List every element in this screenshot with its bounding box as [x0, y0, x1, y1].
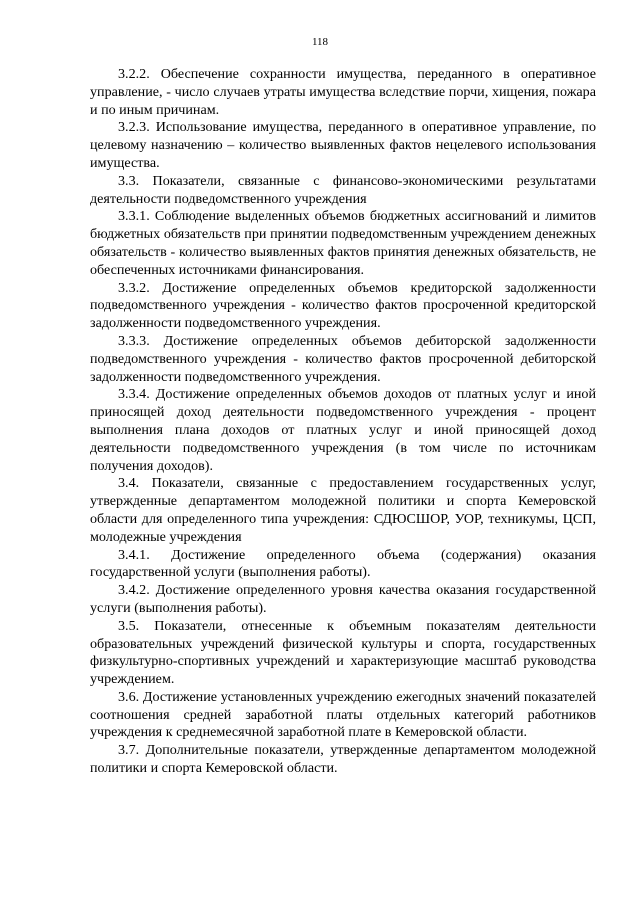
- document-body: [90, 66, 596, 778]
- paragraph-3-3-1: 3.3.1. Соблюдение выделенных объемов бюджетных ассигнований и лимитов бюджетных обязательств при принятии подведомственным учреждением денежных обязательств - количество выявленных фактов принятия денежных обязательств, не обеспеченных источниками финансирования.: [90, 208, 596, 278]
- paragraph-3-2-2: 3.2.2. Обеспечение сохранности имущества, переданного в оперативное управление, - число случаев утраты имущества вследствие порчи, хищения, пожара и по иным причинам.: [90, 66, 596, 118]
- paragraph-3-3-4: 3.3.4. Достижение определенных объемов доходов от платных услуг и иной приносящей доход деятельности подведомственного учреждения - процент выполнения плана доходов от платных услуг и иной приносящей доход деятельности подведомственного учреждения (в том числе по источникам получения доходов).: [90, 386, 596, 474]
- paragraph-3-4-1: 3.4.1. Достижение определенного объема (содержания) оказания государственной услуги (выполнения работы).: [90, 546, 596, 581]
- paragraph-3-6: 3.6. Достижение установленных учреждению ежегодных значений показателей соотношения средней заработной платы отдельных категорий работников учреждения к среднемесячной заработной плате в Кемеровской области.: [90, 688, 596, 741]
- paragraph-3-5: 3.5. Показатели, отнесенные к объемным показателям деятельности образовательных учреждений физической культуры и спорта, государственных физкультурно-спортивных учреждений и характеризующие масштаб руководства учреждением.: [90, 617, 596, 688]
- paragraph-3-3-2: 3.3.2. Достижение определенных объемов кредиторской задолженности подведомственного учреждения - количество фактов просроченной кредиторской задолженности подведомственного учреждения.: [90, 279, 596, 332]
- paragraph-3-4-2: 3.4.2. Достижение определенного уровня качества оказания государственной услуги (выполнения работы).: [90, 582, 596, 616]
- paragraph-3-7: 3.7. Дополнительные показатели, утвержденные департаментом молодежной политики и спорта Кемеровской области.: [90, 742, 596, 777]
- paragraph-3-3: 3.3. Показатели, связанные с финансово-экономическими результатами деятельности подведомственного учреждения: [90, 172, 596, 207]
- paragraph-3-4: 3.4. Показатели, связанные с предоставлением государственных услуг, утвержденные департаментом молодежной политики и спорта Кемеровской области для определенного типа учреждения: СДЮСШОР, УОР, техникумы, ЦСП, молодежные учреждения: [90, 475, 596, 545]
- paragraph-3-2-3: 3.2.3. Использование имущества, переданного в оперативное управление, по целевому назначению – количество выявленных фактов нецелевого использования имущества.: [90, 119, 596, 171]
- page-number: 118: [311, 36, 329, 48]
- paragraph-3-3-3: 3.3.3. Достижение определенных объемов дебиторской задолженности подведомственного учреждения - количество фактов просроченной дебиторской задолженности подведомственного учреждения.: [90, 332, 596, 385]
